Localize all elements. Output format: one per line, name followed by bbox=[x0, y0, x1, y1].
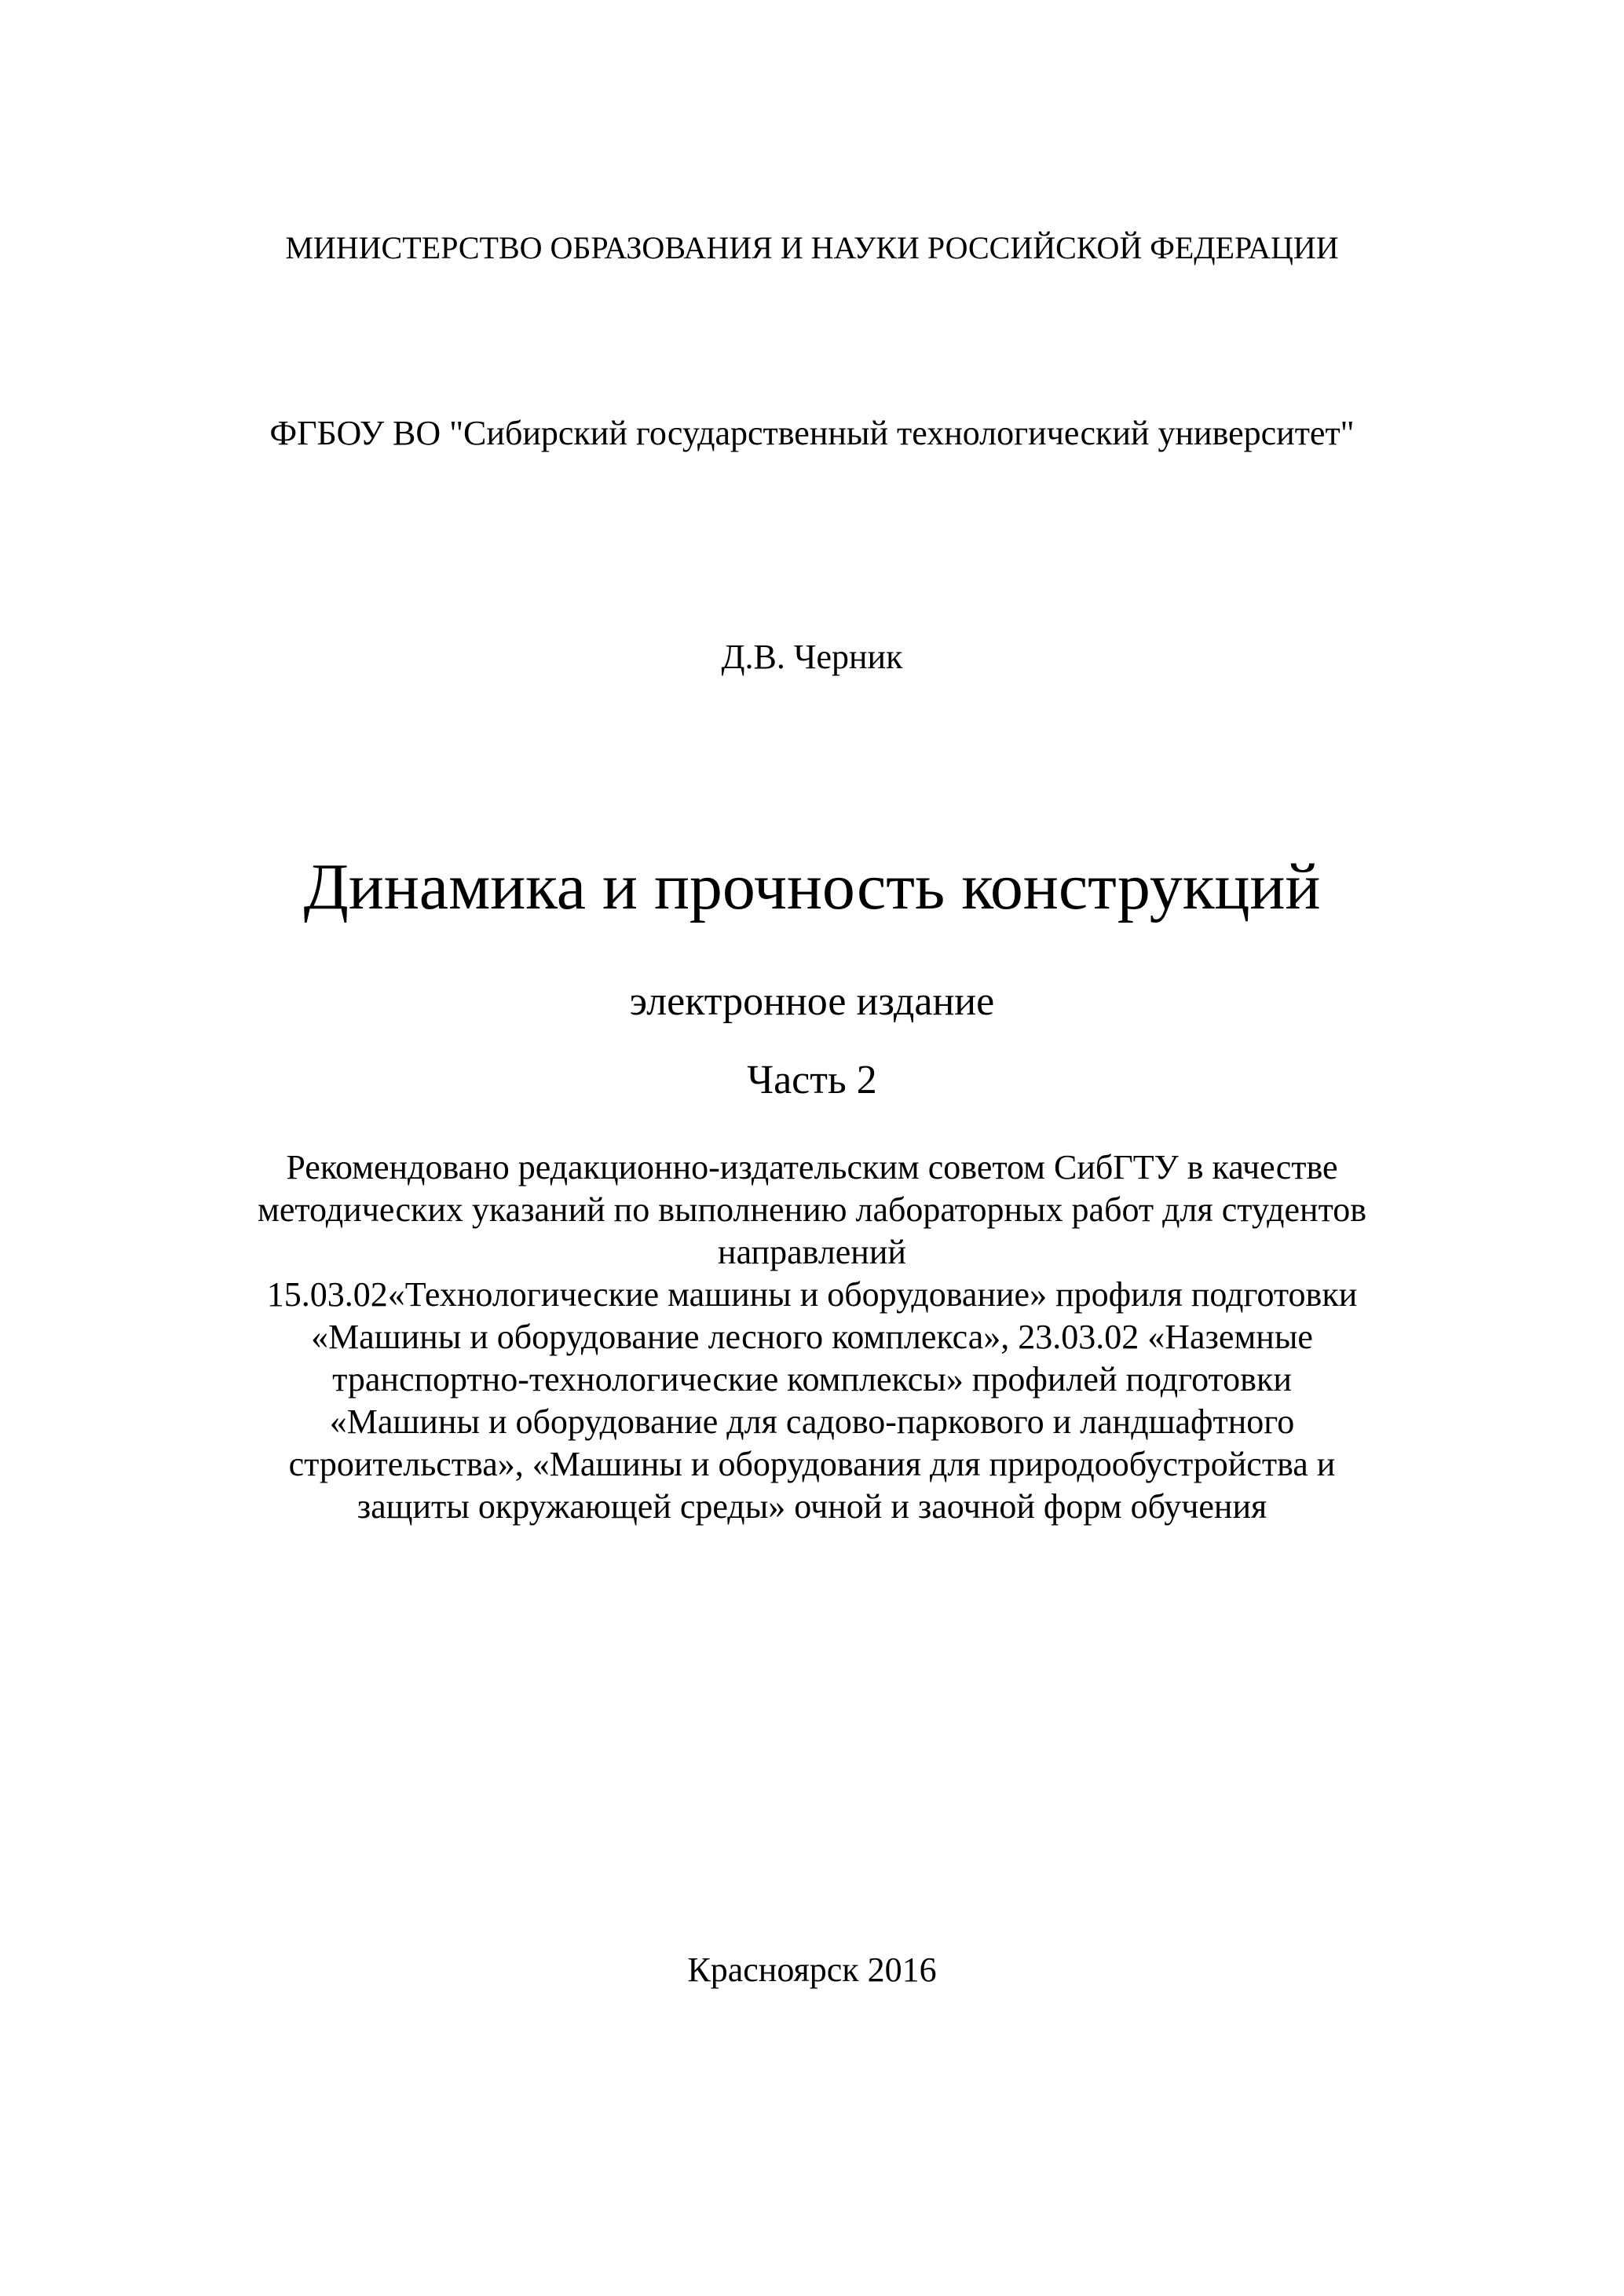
recommendation-line: строительства», «Машины и оборудования для природообустройства и bbox=[288, 1445, 1336, 1483]
recommendation-line: транспортно-технологические комплексы» профилей подготовки bbox=[332, 1360, 1292, 1398]
ministry-heading: МИНИСТЕРСТВО ОБРАЗОВАНИЯ И НАУКИ РОССИЙСКОЙ ФЕДЕРАЦИИ bbox=[285, 230, 1339, 265]
recommendation-line: «Машины и оборудование лесного комплекса», 23.03.02 «Наземные bbox=[311, 1318, 1313, 1356]
part-label: Часть 2 bbox=[747, 1058, 877, 1102]
recommendation-line: методических указаний по выполнению лабораторных работ для студентов bbox=[258, 1190, 1366, 1229]
author-name: Д.В. Черник bbox=[721, 638, 903, 676]
recommendation-line: «Машины и оборудование для садово-паркового и ландшафтного bbox=[329, 1402, 1295, 1441]
recommendation-line: Рекомендовано редакционно-издательским советом СибГТУ в качестве bbox=[286, 1148, 1338, 1186]
recommendation-line: защиты окружающей среды» очной и заочной форм обучения bbox=[357, 1487, 1267, 1526]
recommendation-text bbox=[0, 1146, 1624, 1528]
university-name: ФГБОУ ВО "Сибирский государственный технологический университет" bbox=[269, 414, 1355, 452]
document-title: Динамика и прочность конструкций bbox=[303, 850, 1321, 923]
city-year: Красноярск 2016 bbox=[687, 1951, 937, 1989]
recommendation-line: направлений bbox=[718, 1233, 906, 1271]
edition-label: электронное издание bbox=[629, 979, 995, 1024]
recommendation-line: 15.03.02«Технологические машины и оборудование» профиля подготовки bbox=[266, 1275, 1358, 1314]
